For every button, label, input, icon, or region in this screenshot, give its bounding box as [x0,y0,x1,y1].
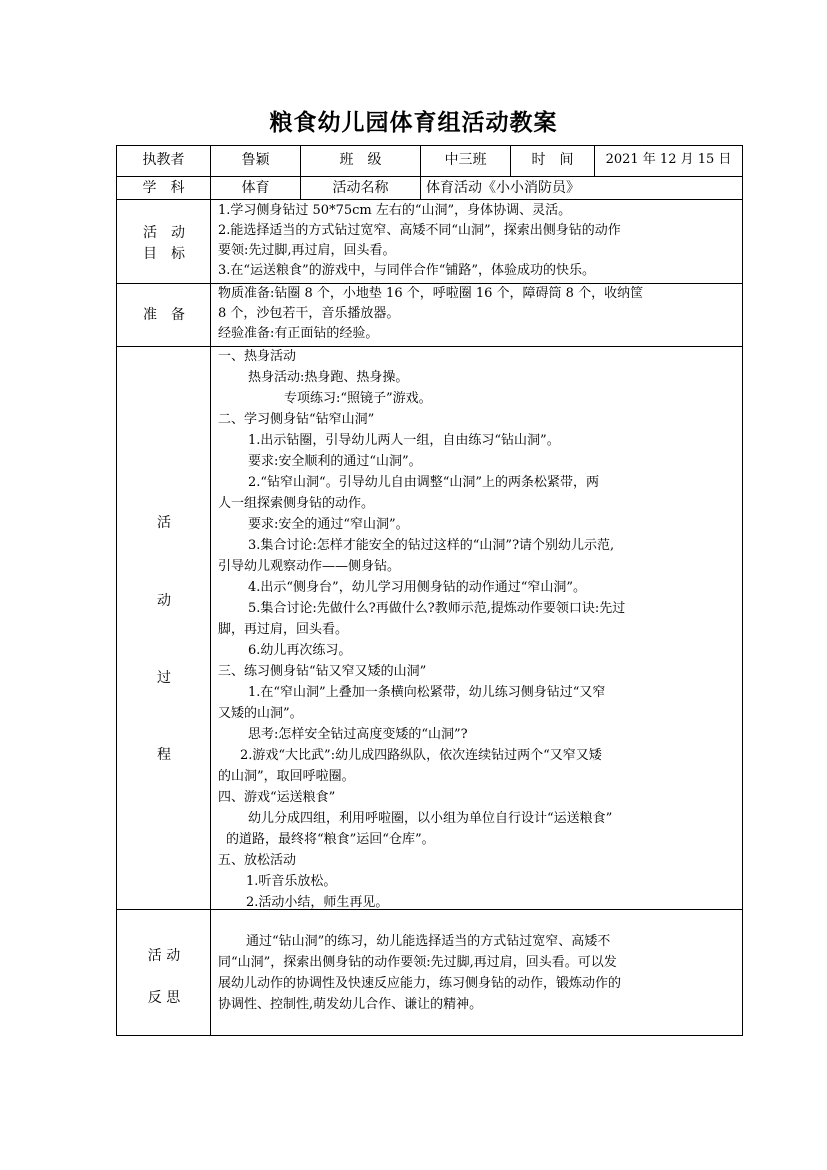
process-line: 思考:怎样安全钻过高度变矮的“山洞”? [248,727,468,742]
goal-line: 1.学习侧身钻过 50*75cm 左右的“山洞”，身体协调、灵活。 [218,203,572,218]
process-line: 4.出示“侧身台”，幼儿学习用侧身钻的动作通过“窄山洞”。 [248,580,586,595]
process-label: 动 [157,593,171,609]
goal-line: 3.在“运送粮食”的游戏中，与同伴合作“铺路”，体验成功的快乐。 [218,263,595,278]
process-line: 6.幼儿再次练习。 [248,643,352,658]
prep-line: 物质准备:钻圈 8 个，小地垫 16 个，呼啦圈 16 个，障碍筒 8 个，收纳筐 [218,286,644,301]
process-line: 1.出示钻圈，引导幼儿两人一组，自由练习“钻山洞”。 [248,433,560,448]
reflection-line: 同“山洞”，探索出侧身钻的动作要领:先过脚,再过肩，回头看。可以发 [218,955,617,970]
process-line: 人一组探索侧身钻的动作。 [218,496,375,511]
page-title: 粮食幼儿园体育组活动教案 [269,110,558,136]
process-line: 五、放松活动 [218,853,297,868]
process-line: 2.游戏“大比武”:幼儿成四路纵队，依次连续钻过两个“又窄又矮 [240,748,602,763]
goal-line: 要领:先过脚,再过肩，回头看。 [218,243,396,258]
process-line: 引导幼儿观察动作——侧身钻。 [218,559,401,574]
prep-label: 准 备 [143,307,185,323]
process-line: 的山洞”，取回呼啦圈。 [218,769,355,784]
process-line: 一、热身活动 [218,349,297,364]
process-line: 2.“钻窄山洞“。引导幼儿自由调整“山洞”上的两条松紧带，两 [248,475,599,490]
process-line: 1.在“窄山洞”上叠加一条横向松紧带，幼儿练习侧身钻过“又窄 [248,685,606,700]
time-label: 时 间 [531,152,574,168]
process-line: 3.集合讨论:怎样才能安全的钻过这样的“山洞”?请个别幼儿示范, [248,538,615,553]
prep-line: 经验准备:有正面钻的经验。 [218,326,379,341]
process-line: 二、学习侧身钻“钻窄山洞” [218,412,375,427]
date-value: 2021 年 12 月 15 日 [605,152,732,167]
process-line: 2.活动小结，师生再见。 [246,895,389,910]
process-line: 要求:安全顺利的通过“山洞”。 [248,454,422,469]
reflection-label-2: 反 思 [147,990,181,1006]
process-line: 1.听音乐放松。 [246,874,337,889]
process-line: 要求:安全的通过“窄山洞”。 [248,517,409,532]
process-line: 幼儿分成四组，利用呼啦圈，以小组为单位自行设计“运送粮食” [248,811,613,826]
process-label: 程 [157,747,171,763]
reflection-line: 展幼儿动作的协调性及快速反应能力，练习侧身钻的动作，锻炼动作的 [218,976,622,991]
process-line: 5.集合讨论:先做什么?再做什么?教师示范,提炼动作要领口诀:先过 [248,601,626,616]
class-value: 中三班 [444,152,487,168]
activity-name-value: 体育活动《小小消防员》 [426,180,580,196]
process-line: 的道路，最终将“粮食”运回“仓库”。 [226,832,435,847]
process-line: 脚，再过肩，回头看。 [218,622,349,637]
class-label: 班 级 [339,152,382,168]
process-line: 三、练习侧身钻“钻又窄又矮的山洞” [218,664,427,679]
teacher-label: 执教者 [142,152,185,168]
teacher-value: 鲁颖 [241,152,270,168]
process-line: 专项练习:“照镜子”游戏。 [284,391,432,406]
process-line: 热身活动:热身跑、热身操。 [248,370,409,385]
goals-label-1: 活 动 [143,225,185,241]
process-label: 活 [157,515,171,531]
subject-label: 学 科 [142,180,185,196]
goal-line: 2.能选择适当的方式钻过宽窄、高矮不同“山洞”，探索出侧身钻的动作 [218,223,621,238]
subject-value: 体育 [241,180,270,196]
process-label: 过 [157,670,171,686]
reflection-line: 通过“钻山洞”的练习，幼儿能选择适当的方式钻过宽窄、高矮不 [246,934,611,949]
reflection-label-1: 活 动 [147,948,181,964]
activity-name-label: 活动名称 [332,180,389,196]
reflection-line: 协调性、控制性,萌发幼儿合作、谦让的精神。 [218,997,483,1012]
process-line: 又矮的山洞”。 [218,706,303,721]
prep-line: 8 个，沙包若干，音乐播放器。 [218,306,400,321]
goals-label-2: 目 标 [143,246,185,262]
process-line: 四、游戏“运送粮食” [218,790,336,805]
